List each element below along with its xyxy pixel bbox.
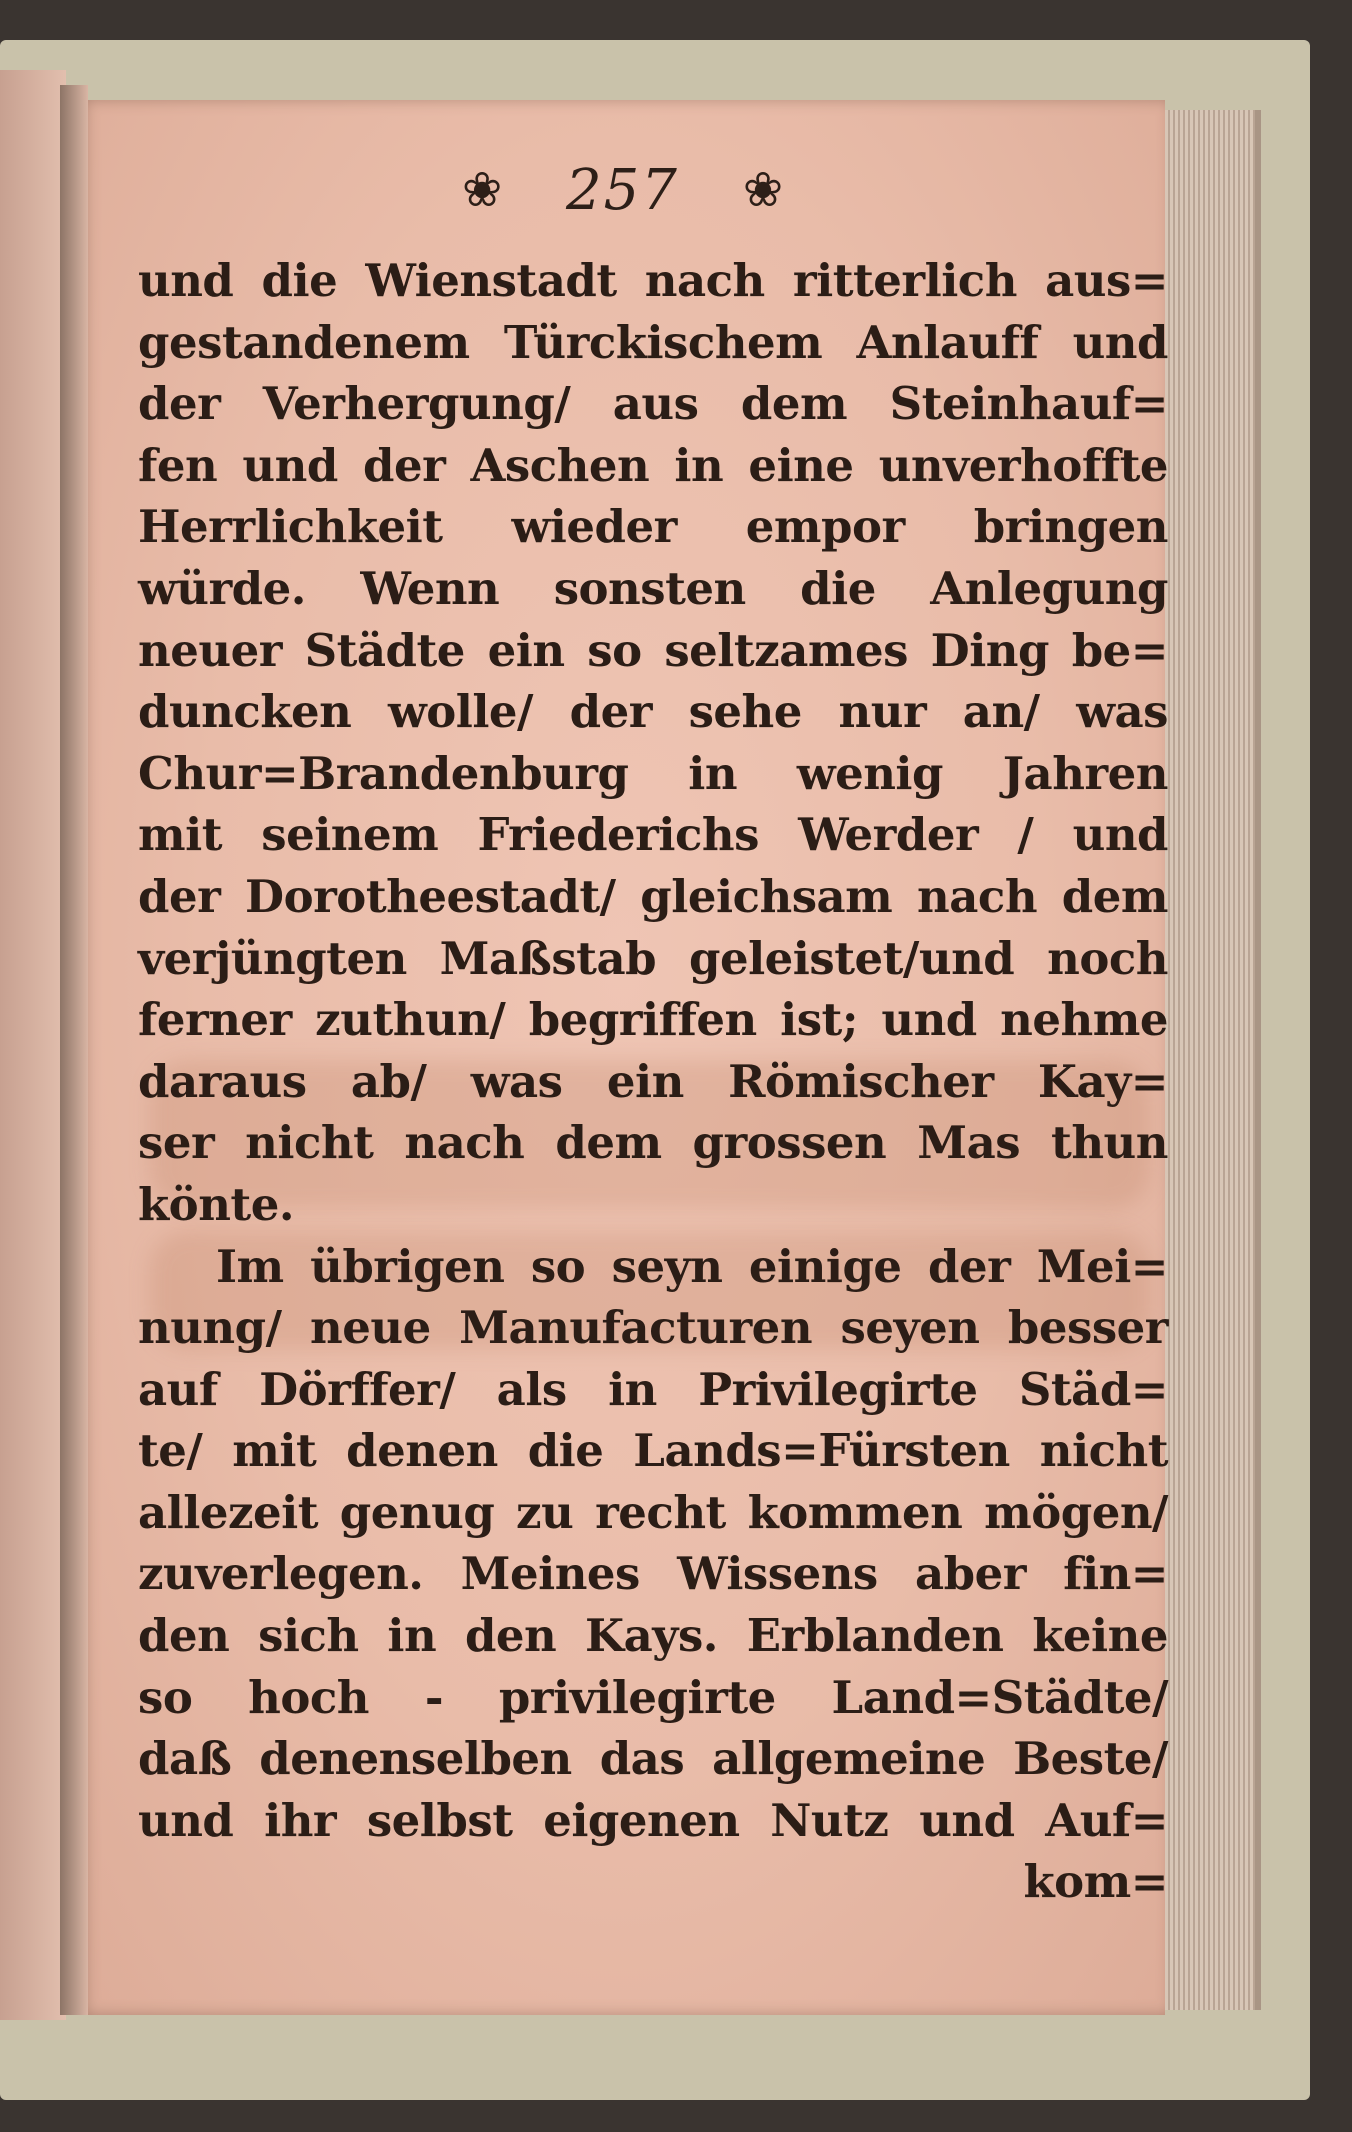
text-line: der Dorotheestadt/ gleichsam nach dem [138,869,1168,923]
book-page [80,100,1168,2015]
rosette-ornament-icon: ❀ [461,162,503,218]
text-line: duncken wolle/ der sehe nur an/ was [138,685,1168,739]
text-line: mit seinem Friederichs Werder / und [138,808,1168,862]
text-line: könte. [138,1177,294,1231]
text-line: der Verhergung/ aus dem Steinhauf= [138,377,1168,431]
text-line: neuer Städte ein so seltzames Ding be= [138,623,1168,677]
text-line: Herrlichkeit wieder empor bringen [138,500,1168,554]
text-line: würde. Wenn sonsten die Anlegung [138,561,1168,615]
rosette-ornament-icon: ❀ [742,162,784,218]
text-line: daß denenselben das allgemeine Beste/ [138,1732,1168,1786]
text-line: ser nicht nach dem grossen Mas thun [138,1116,1168,1170]
text-line: zuverlegen. Meines Wissens aber fin= [138,1547,1168,1601]
text-line: nung/ neue Manufacturen seyen besser [138,1301,1168,1355]
text-line: Chur=Brandenburg in wenig Jahren [138,746,1168,800]
text-line: so hoch - privilegirte Land=Städte/ [138,1670,1168,1724]
text-line: und ihr selbst eigenen Nutz und Auf= [138,1793,1168,1847]
text-line: allezeit genug zu recht kommen mögen/ [138,1485,1168,1539]
left-page-edge [0,70,66,2020]
catchword: kom= [1023,1855,1168,1909]
text-line: ferner zuthun/ begriffen ist; und nehme [138,993,1168,1047]
text-line: te/ mit denen die Lands=Fürsten nicht [138,1424,1168,1478]
text-line: fen und der Aschen in eine unverhoffte [138,438,1168,492]
page-number: 257 [566,157,679,223]
text-line: daraus ab/ was ein Römischer Kay= [138,1054,1168,1108]
book-gutter [60,85,88,2015]
text-line: auf Dörffer/ als in Privilegirte Städ= [138,1362,1168,1416]
text-line: gestandenem Türckischem Anlauff und [138,315,1168,369]
text-line: verjüngten Maßstab geleistet/und noch [138,931,1168,985]
page-header [80,155,1165,225]
text-line: den sich in den Kays. Erblanden keine [138,1609,1168,1663]
page-body-text [138,250,1168,1913]
text-line: und die Wienstadt nach ritterlich aus= [138,254,1168,307]
text-line: Im übrigen so seyn einige der Mei= [216,1239,1168,1293]
